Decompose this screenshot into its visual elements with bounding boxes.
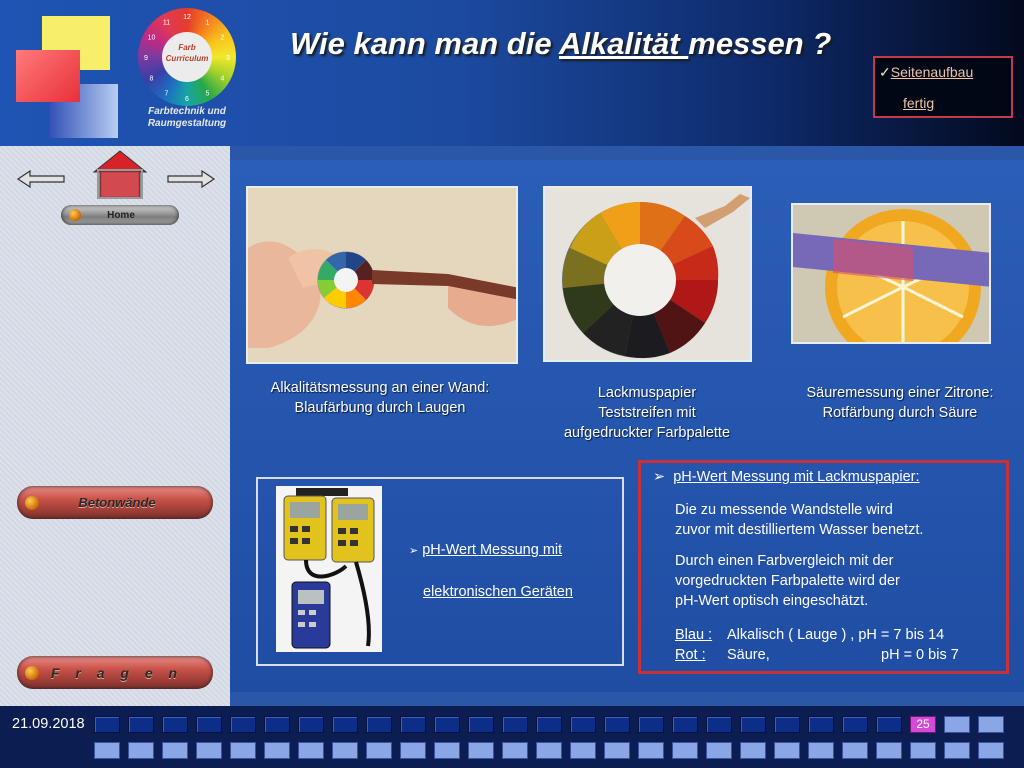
- page-button[interactable]: [162, 716, 188, 733]
- page-button[interactable]: [94, 716, 120, 733]
- ph-electronic-line1: pH-Wert Messung mit: [422, 542, 563, 558]
- photo-lemon-test: [791, 203, 991, 344]
- status-box: [873, 56, 1013, 118]
- page-button[interactable]: [230, 716, 256, 733]
- bullet-arrow-icon: ➢: [409, 545, 419, 557]
- decor-square-red: [16, 50, 80, 102]
- caption-wall: [240, 378, 520, 418]
- left-nav-panel: [0, 146, 230, 706]
- page-button[interactable]: [570, 716, 596, 733]
- page-title: [290, 26, 831, 62]
- info-paragraph-2: [675, 551, 900, 611]
- house-icon[interactable]: [92, 150, 148, 200]
- page-button[interactable]: [264, 742, 290, 759]
- home-label: Home: [107, 209, 135, 221]
- page-button[interactable]: [536, 742, 562, 759]
- status-link-seitenaufbau[interactable]: Seitenaufbau: [890, 64, 974, 80]
- page-button[interactable]: [196, 716, 222, 733]
- page-button[interactable]: [706, 742, 732, 759]
- fragen-button[interactable]: [17, 656, 213, 689]
- title-underlined: Alkalität: [559, 26, 689, 61]
- info-row-rot: [675, 645, 959, 665]
- page-button[interactable]: [570, 742, 596, 759]
- rot-value: pH = 0 bis 7: [881, 647, 959, 663]
- page-button[interactable]: [196, 742, 222, 759]
- logo-caption-line2: Raumgestaltung: [147, 118, 227, 129]
- caption-litmus-line2: Teststreifen mit: [598, 405, 696, 421]
- info-p1-line1: Die zu messende Wandstelle wird: [675, 502, 893, 518]
- right-arrow-icon[interactable]: [166, 170, 216, 188]
- logo-center: [162, 32, 212, 82]
- page-button[interactable]: [638, 742, 664, 759]
- photo-wall-measurement: [246, 186, 518, 364]
- page-button[interactable]: [740, 716, 766, 733]
- wheel-number: 4: [220, 75, 225, 83]
- photo-ph-meters: [276, 486, 382, 652]
- info-paragraph-1: [675, 500, 923, 540]
- page-button[interactable]: [808, 742, 834, 759]
- current-page-button[interactable]: 25: [910, 716, 936, 733]
- page-button[interactable]: [128, 716, 154, 733]
- page-button[interactable]: [400, 742, 426, 759]
- wheel-number: 12: [183, 14, 191, 21]
- info-row-blau: [675, 625, 959, 645]
- left-arrow-icon[interactable]: [16, 170, 66, 188]
- ph-electronic-link[interactable]: [409, 540, 573, 600]
- page-button[interactable]: [502, 716, 528, 733]
- betonwaende-label: Betonwände: [78, 495, 156, 510]
- page-button[interactable]: [162, 742, 188, 759]
- info-paragraph-3: [675, 625, 959, 665]
- orange-dot-icon: [25, 666, 39, 680]
- page-button[interactable]: [468, 716, 494, 733]
- wheel-number: 5: [205, 90, 210, 98]
- logo-line2: Curriculum: [165, 54, 209, 63]
- page-button[interactable]: [808, 716, 834, 733]
- info-p1-line2: zuvor mit destilliertem Wasser benetzt.: [675, 522, 924, 538]
- page-button[interactable]: [638, 716, 664, 733]
- page-button[interactable]: [774, 742, 800, 759]
- page-button[interactable]: [366, 716, 392, 733]
- wheel-number: 6: [185, 96, 189, 103]
- home-button[interactable]: [61, 205, 179, 225]
- fragen-label: F r a g e n: [50, 664, 184, 681]
- page-button[interactable]: [434, 716, 460, 733]
- wheel-number: 8: [149, 75, 154, 83]
- logo-caption: [140, 106, 234, 130]
- caption-lemon-line1: Säuremessung einer Zitrone:: [806, 385, 994, 401]
- page-button[interactable]: [536, 716, 562, 733]
- wheel-number: 3: [226, 55, 230, 62]
- page-button[interactable]: [128, 742, 154, 759]
- info-p2-line2: vorgedruckten Farbpalette wird der: [675, 573, 900, 589]
- page-button[interactable]: [706, 716, 732, 733]
- bottom-nav-bar: [0, 706, 1024, 768]
- date-label: 21.09.2018: [12, 716, 85, 732]
- status-link-fertig[interactable]: fertig: [903, 95, 935, 111]
- page-button[interactable]: [842, 716, 868, 733]
- wheel-number: 1: [205, 19, 210, 27]
- page-button[interactable]: [604, 716, 630, 733]
- wheel-number: 10: [147, 34, 156, 42]
- page-button[interactable]: [672, 742, 698, 759]
- page-button[interactable]: [978, 716, 1004, 733]
- logo-caption-line1: Farbtechnik und: [148, 106, 226, 117]
- page-button[interactable]: [944, 742, 970, 759]
- page-buttons-row-2: [94, 742, 1004, 759]
- page-button[interactable]: [94, 742, 120, 759]
- wheel-number: 11: [162, 19, 171, 27]
- logo-line1: Farb: [178, 43, 196, 52]
- ph-electronic-line2: elektronischen Geräten: [423, 584, 573, 600]
- page-button[interactable]: [740, 742, 766, 759]
- page-button[interactable]: [502, 742, 528, 759]
- page-button[interactable]: [366, 742, 392, 759]
- page-button[interactable]: [842, 742, 868, 759]
- wheel-number: 7: [164, 90, 169, 98]
- page-button[interactable]: [230, 742, 256, 759]
- check-icon: ✓: [879, 64, 891, 80]
- caption-wall-line2: Blaufärbung durch Laugen: [294, 400, 466, 416]
- blau-key: Blau :: [675, 627, 713, 643]
- page-button[interactable]: [298, 716, 324, 733]
- page-button[interactable]: [672, 716, 698, 733]
- title-pre: Wie kann man die: [290, 26, 560, 61]
- info-title-text: pH-Wert Messung mit Lackmuspapier:: [673, 469, 920, 485]
- wheel-number: 9: [144, 55, 148, 62]
- page-button[interactable]: [332, 716, 358, 733]
- orange-dot-icon: [69, 209, 81, 221]
- wheel-number: 2: [220, 34, 225, 42]
- page-button[interactable]: [774, 716, 800, 733]
- rot-key: Rot :: [675, 647, 706, 663]
- status-line1: [879, 64, 973, 81]
- bullet-arrow-icon: ➢: [653, 469, 666, 485]
- title-post: messen ?: [688, 26, 832, 61]
- info-title: [653, 469, 920, 485]
- caption-lemon-line2: Rotfärbung durch Säure: [822, 405, 978, 421]
- page-buttons-row-1: [94, 716, 1004, 733]
- caption-wall-line1: Alkalitätsmessung an einer Wand:: [270, 380, 490, 396]
- rot-mid: Säure,: [727, 647, 770, 663]
- caption-lemon: [784, 383, 1016, 423]
- page-button[interactable]: [876, 742, 902, 759]
- page-button[interactable]: [944, 716, 970, 733]
- info-p2-line1: Durch einen Farbvergleich mit der: [675, 553, 894, 569]
- page-button[interactable]: [876, 716, 902, 733]
- blau-value: Alkalisch ( Lauge ) , pH = 7 bis 14: [727, 627, 945, 643]
- betonwaende-button[interactable]: [17, 486, 213, 519]
- page-button[interactable]: [910, 742, 936, 759]
- page-button[interactable]: [978, 742, 1004, 759]
- page-button[interactable]: [298, 742, 324, 759]
- page-button[interactable]: [400, 716, 426, 733]
- caption-litmus: [540, 383, 754, 443]
- info-box: [638, 460, 1009, 674]
- page-button[interactable]: [604, 742, 630, 759]
- photo-litmus-roll: [543, 186, 752, 362]
- info-p2-line3: pH-Wert optisch eingeschätzt.: [675, 593, 869, 609]
- page-button[interactable]: [264, 716, 290, 733]
- page-button[interactable]: [468, 742, 494, 759]
- orange-dot-icon: [25, 496, 39, 510]
- page-button[interactable]: [332, 742, 358, 759]
- page-button[interactable]: [434, 742, 460, 759]
- caption-litmus-line1: Lackmuspapier: [597, 385, 697, 401]
- caption-litmus-line3: aufgedruckter Farbpalette: [563, 425, 731, 441]
